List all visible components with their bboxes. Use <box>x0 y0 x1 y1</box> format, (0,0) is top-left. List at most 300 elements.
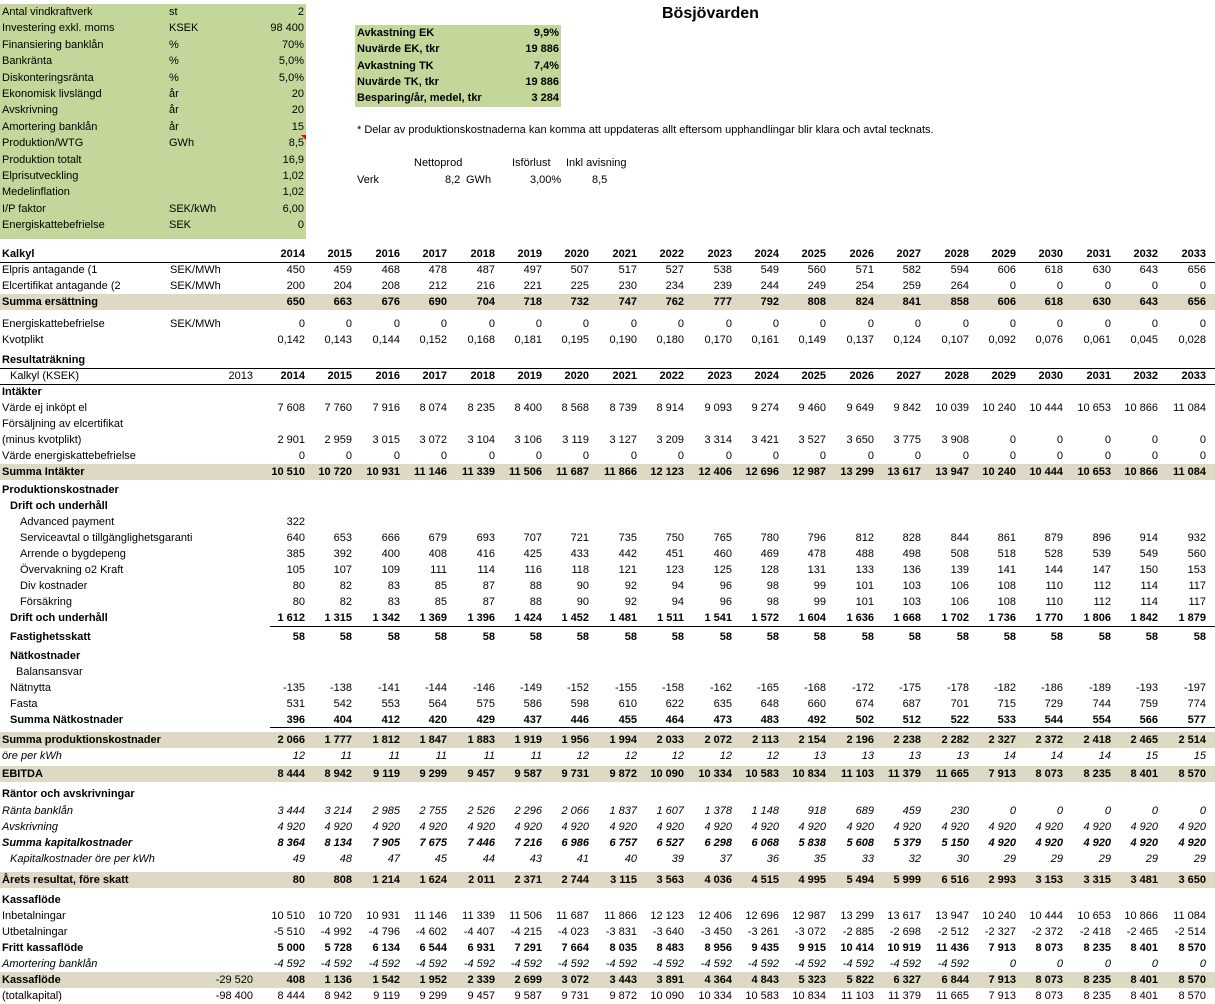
cell: 459 <box>902 805 921 817</box>
cell: 12 406 <box>698 910 732 922</box>
result-row <box>0 514 1215 530</box>
cell: 0 <box>1056 280 1063 292</box>
cell: -165 <box>756 682 779 694</box>
input-value: 20 <box>291 104 304 117</box>
cell: 98 <box>766 596 779 608</box>
cell: 2031 <box>1086 370 1111 382</box>
cell: 8 235 <box>1083 974 1111 986</box>
cell: 131 <box>807 564 826 576</box>
input-parameters <box>0 4 306 239</box>
cell: 4 920 <box>561 821 589 833</box>
cell: -4 592 <box>368 958 400 970</box>
cell: 4 920 <box>846 821 874 833</box>
row-label: Fasta <box>10 698 38 710</box>
cell: 932 <box>1187 532 1206 544</box>
cell: 0,076 <box>1035 334 1063 346</box>
cell: 8 570 <box>1178 990 1206 1002</box>
cell: 4 036 <box>704 874 732 886</box>
result-row <box>0 696 1215 712</box>
cell: 5 000 <box>277 942 305 954</box>
row-label: Serviceavtal o tillgänglighetsgaranti <box>20 532 193 544</box>
cell: 133 <box>855 564 874 576</box>
result-row <box>0 712 1215 728</box>
cell: 896 <box>1092 532 1111 544</box>
cell: 640 <box>286 532 305 544</box>
input-row <box>0 184 306 200</box>
cell: 9 435 <box>751 942 779 954</box>
cell: 1 148 <box>751 805 779 817</box>
cell: 11 339 <box>461 466 495 478</box>
result-row <box>0 924 1215 940</box>
cell: 2032 <box>1133 370 1158 382</box>
cell: 2024 <box>754 248 779 260</box>
cell: 8 942 <box>324 990 352 1002</box>
cell: 0 <box>1104 958 1111 970</box>
cell: 58 <box>624 631 637 643</box>
cell: -2 698 <box>889 926 921 938</box>
result-row <box>0 530 1215 546</box>
cell: 4 920 <box>609 821 637 833</box>
cell: 400 <box>381 548 400 560</box>
cell: 11 379 <box>887 768 921 780</box>
cell: -4 592 <box>557 958 589 970</box>
cell: 1 452 <box>561 612 589 624</box>
cell: 828 <box>902 532 921 544</box>
cell: 747 <box>618 296 637 308</box>
cell: 0,143 <box>324 334 352 346</box>
cell: 630 <box>1092 264 1111 276</box>
cell: 10 919 <box>887 942 921 954</box>
cell: 4 920 <box>419 821 447 833</box>
cell: 1 702 <box>941 612 969 624</box>
cell: -172 <box>851 682 874 694</box>
cell: 0 <box>1056 958 1063 970</box>
result-row <box>0 464 1215 480</box>
row-label: Avskrivning <box>2 821 59 833</box>
cell: 3 775 <box>893 434 921 446</box>
input-value: 70% <box>281 38 304 51</box>
cell: 2019 <box>517 370 542 382</box>
cell: 528 <box>1044 548 1063 560</box>
result-summary <box>355 25 561 107</box>
cell: 10 334 <box>698 768 732 780</box>
result-row <box>0 416 1215 432</box>
result-row <box>355 25 561 41</box>
cell: 796 <box>807 532 826 544</box>
cell: 0,152 <box>419 334 447 346</box>
cell: -4 592 <box>937 958 969 970</box>
cell: 8 444 <box>277 768 305 780</box>
cell: 10 510 <box>271 466 305 478</box>
row-label: Arrende o bygdepeng <box>20 548 126 560</box>
cell: 8 073 <box>1035 990 1063 1002</box>
input-label: Avskrivning <box>2 104 59 117</box>
cell: 94 <box>671 596 684 608</box>
cell: 861 <box>997 532 1016 544</box>
result-row <box>0 732 1215 748</box>
cell: -155 <box>614 682 637 694</box>
cell: 11 665 <box>935 768 969 780</box>
input-row <box>0 135 306 151</box>
cell: 80 <box>292 874 305 886</box>
cell: 575 <box>476 698 495 710</box>
cell: 11 506 <box>508 466 542 478</box>
cell: 5 608 <box>846 837 874 849</box>
cell: 13 947 <box>935 910 969 922</box>
cell: 118 <box>571 564 589 576</box>
result-row <box>0 594 1215 610</box>
cell: 208 <box>381 280 400 292</box>
cell: 103 <box>902 596 921 608</box>
cell: 3 127 <box>609 434 637 446</box>
input-row <box>0 70 306 86</box>
cell: 8 956 <box>704 942 732 954</box>
cell: 8 235 <box>1083 990 1111 1002</box>
cell: 606 <box>997 296 1016 308</box>
cell: 4 920 <box>467 821 495 833</box>
cell: 0 <box>1151 958 1158 970</box>
cell: 679 <box>428 532 447 544</box>
cell: 111 <box>430 564 447 576</box>
cell: 512 <box>902 714 921 726</box>
cell: 10 583 <box>745 990 779 1002</box>
cell: 92 <box>624 580 637 592</box>
cell: 13 <box>813 750 826 762</box>
cell: 2 011 <box>468 874 495 886</box>
cell: 7 446 <box>467 837 495 849</box>
result-row <box>0 972 1215 988</box>
cell: 1 956 <box>561 734 589 746</box>
cell: 10 583 <box>745 768 779 780</box>
row-label: Intäkter <box>2 386 42 398</box>
cell: 0 <box>630 450 637 462</box>
cell: 533 <box>997 714 1016 726</box>
cell: 735 <box>618 532 637 544</box>
cell: 1 636 <box>846 612 874 624</box>
cell: -2 514 <box>1174 926 1206 938</box>
cell: 11 <box>435 750 447 762</box>
cell: 13 <box>861 750 874 762</box>
cell: 522 <box>950 714 969 726</box>
cell: -2 372 <box>1031 926 1063 938</box>
cell: -2 465 <box>1126 926 1158 938</box>
row-label: Försäljning av elcertifikat <box>2 418 124 430</box>
cell: 2014 <box>280 370 305 382</box>
cell: 2016 <box>375 248 400 260</box>
cell: 0 <box>488 318 495 330</box>
cell: 0 <box>1151 450 1158 462</box>
cell: 11 103 <box>841 990 874 1002</box>
cell: 715 <box>997 698 1016 710</box>
cell: 234 <box>665 280 684 292</box>
cell: 553 <box>381 698 400 710</box>
cell: 9 872 <box>609 990 637 1002</box>
cell: 2031 <box>1086 248 1111 260</box>
cell: 2021 <box>612 248 637 260</box>
cell: 618 <box>1044 296 1063 308</box>
cell: 3 119 <box>562 434 589 446</box>
cell: 4 920 <box>941 821 969 833</box>
cell: 128 <box>760 564 779 576</box>
result-row <box>0 803 1215 819</box>
row-label: Fastighetsskatt <box>10 631 91 643</box>
cell: 139 <box>950 564 969 576</box>
cell: 2017 <box>422 370 447 382</box>
cell: -4 992 <box>320 926 352 938</box>
result-row <box>0 448 1215 464</box>
cell: 83 <box>387 580 400 592</box>
row-unit: SEK/MWh <box>170 280 221 292</box>
cell: -152 <box>566 682 589 694</box>
cell: 0 <box>535 450 542 462</box>
result-row <box>0 892 1215 908</box>
cell: 5 494 <box>846 874 874 886</box>
cell: 117 <box>1188 596 1206 608</box>
result-row <box>0 384 1215 400</box>
result-row <box>0 766 1215 782</box>
cell: 58 <box>387 631 400 643</box>
result-subtitle: Kalkyl (KSEK) <box>10 370 80 382</box>
cell: 4 920 <box>893 821 921 833</box>
result-row <box>0 956 1215 972</box>
cell: 150 <box>1139 564 1158 576</box>
cell: 41 <box>576 853 589 865</box>
cell: 844 <box>950 532 969 544</box>
cell: 32 <box>908 853 921 865</box>
cell: 759 <box>1139 698 1158 710</box>
cell: 7 675 <box>419 837 447 849</box>
cell: 153 <box>1187 564 1206 576</box>
cell: 0,170 <box>704 334 732 346</box>
cell: 1 842 <box>1130 612 1158 624</box>
row-label: Advanced payment <box>20 516 115 528</box>
cell: 4 920 <box>372 821 400 833</box>
cell: -4 592 <box>794 958 826 970</box>
row-label: Värde ej inköpt el <box>2 402 87 414</box>
cell: 3 153 <box>1035 874 1063 886</box>
cell: 216 <box>476 280 495 292</box>
cell: 8 134 <box>324 837 352 849</box>
cell: 4 920 <box>1130 821 1158 833</box>
cell: 0 <box>772 450 779 462</box>
cell: 8 570 <box>1178 974 1206 986</box>
year-2013: 2013 <box>228 370 253 382</box>
cell: 13 <box>908 750 921 762</box>
cell: 718 <box>523 296 542 308</box>
cell: -158 <box>661 682 684 694</box>
cell: 2 113 <box>752 734 779 746</box>
cell: 3 650 <box>1178 874 1206 886</box>
cell: 433 <box>570 548 589 560</box>
cell: 0 <box>393 450 400 462</box>
underline <box>270 626 1215 627</box>
cell: 0 <box>1151 280 1158 292</box>
cell: -3 261 <box>747 926 779 938</box>
cell: 687 <box>902 698 921 710</box>
cell: 437 <box>523 714 542 726</box>
input-unit: år <box>169 104 179 117</box>
cell: 6 986 <box>561 837 589 849</box>
cell: 11 866 <box>603 466 637 478</box>
cell: 9 842 <box>893 402 921 414</box>
cell: 3 444 <box>277 805 305 817</box>
cell: 1 511 <box>657 612 684 624</box>
cell: 12 <box>719 750 732 762</box>
cell: -4 592 <box>415 958 447 970</box>
cell: 11 506 <box>509 910 542 922</box>
row-label: Nätnytta <box>10 682 51 694</box>
cell: 656 <box>1187 296 1206 308</box>
cell: -4 592 <box>652 958 684 970</box>
input-unit: SEK <box>169 219 192 232</box>
cell: 10 653 <box>1077 402 1111 414</box>
cell: 750 <box>665 532 684 544</box>
cell: 1 214 <box>372 874 400 886</box>
cell: 464 <box>665 714 684 726</box>
cell: 666 <box>381 532 400 544</box>
cell: 0 <box>1104 280 1111 292</box>
cell: 841 <box>902 296 921 308</box>
row-label: Ränta banklån <box>2 805 73 817</box>
cell: 2032 <box>1133 248 1158 260</box>
cell: 0,124 <box>893 334 921 346</box>
cell: 586 <box>523 698 542 710</box>
cell: 3 209 <box>656 434 684 446</box>
result-title: Resultaträkning <box>2 354 86 366</box>
cell: 2023 <box>707 248 732 260</box>
cell: 39 <box>671 853 684 865</box>
cell: -4 215 <box>510 926 542 938</box>
result-title-row <box>0 352 1215 368</box>
cell: 29 <box>1003 853 1016 865</box>
cell: -193 <box>1135 682 1158 694</box>
cell: -3 640 <box>652 926 684 938</box>
cell: 416 <box>476 548 495 560</box>
cell: 560 <box>807 264 826 276</box>
cell: 10 931 <box>366 466 400 478</box>
cell: 204 <box>333 280 352 292</box>
cell: 564 <box>428 698 447 710</box>
cell: 0 <box>440 318 447 330</box>
cell: 11 084 <box>1172 466 1206 478</box>
result-row <box>0 482 1215 498</box>
cell: 508 <box>950 548 969 560</box>
cell: 2 033 <box>656 734 684 746</box>
input-row <box>0 201 306 217</box>
cell: 858 <box>950 296 969 308</box>
comment-marker <box>301 135 306 140</box>
row-label: EBITDA <box>2 768 43 780</box>
result-row <box>0 498 1215 514</box>
cell: 0 <box>345 450 352 462</box>
cell: 0 <box>1009 280 1016 292</box>
cell: 473 <box>713 714 732 726</box>
cell: 2 699 <box>514 974 542 986</box>
cell: 690 <box>428 296 447 308</box>
cell: 8 401 <box>1130 974 1158 986</box>
cell: 10 240 <box>982 910 1016 922</box>
cell: 2026 <box>849 248 874 260</box>
row-label: Summa produktionskostnader <box>2 734 161 746</box>
cell: 2014 <box>280 248 305 260</box>
cell: 12 696 <box>745 910 779 922</box>
cell: 8 073 <box>1035 768 1063 780</box>
cell: 7 913 <box>988 990 1016 1002</box>
cell: 1 624 <box>419 874 447 886</box>
cell: 8 444 <box>277 990 305 1002</box>
cell: 58 <box>861 631 874 643</box>
cell: 0 <box>1056 318 1063 330</box>
cell: 674 <box>855 698 874 710</box>
cell: 106 <box>950 596 969 608</box>
cell: 87 <box>482 580 495 592</box>
cell: 2 238 <box>893 734 921 746</box>
cell: 101 <box>855 580 874 592</box>
cell: 0 <box>1056 805 1063 817</box>
cell: 1 847 <box>419 734 447 746</box>
row-label: Drift och underhåll <box>10 500 108 512</box>
cell: 914 <box>1139 532 1158 544</box>
cell: 8 235 <box>467 402 495 414</box>
cell: 8 914 <box>656 402 684 414</box>
cell: 729 <box>1044 698 1063 710</box>
cell: 0 <box>1199 280 1206 292</box>
cell: 643 <box>1139 296 1158 308</box>
cell: 264 <box>950 280 969 292</box>
cell: 5 323 <box>798 974 826 986</box>
cell: 635 <box>713 698 732 710</box>
cell: 1 396 <box>467 612 495 624</box>
input-value: 98 400 <box>270 22 304 35</box>
cell: -4 592 <box>842 958 874 970</box>
cell: 610 <box>618 698 637 710</box>
cell-2013: -29 520 <box>215 974 253 986</box>
cell: 1 541 <box>704 612 732 624</box>
row-label: Summa Nätkostnader <box>10 714 124 726</box>
cell: 606 <box>997 264 1016 276</box>
cell: 2 418 <box>1083 734 1111 746</box>
cell: 11 436 <box>935 942 969 954</box>
cell: 3 115 <box>610 874 637 886</box>
cell: 396 <box>286 714 305 726</box>
cell: 10 334 <box>698 990 732 1002</box>
cell: 2021 <box>612 370 637 382</box>
cell: 8 035 <box>609 942 637 954</box>
cell: 0 <box>535 318 542 330</box>
cell: -2 418 <box>1079 926 1111 938</box>
cell: 10 240 <box>982 402 1016 414</box>
cell: -146 <box>472 682 495 694</box>
cell: 58 <box>908 631 921 643</box>
result-row <box>355 90 561 106</box>
cell: 212 <box>428 280 447 292</box>
cell: 8 568 <box>561 402 589 414</box>
cell: 0,092 <box>988 334 1016 346</box>
cell: 3 421 <box>751 434 779 446</box>
cell: 1 607 <box>656 805 684 817</box>
cell: 4 920 <box>1083 837 1111 849</box>
cell: 8 401 <box>1130 942 1158 954</box>
row-label: Balansansvar <box>16 666 83 678</box>
cell: 9 587 <box>514 990 542 1002</box>
cell: 2 514 <box>1178 734 1206 746</box>
cell: 12 <box>766 750 779 762</box>
result-value: 3 284 <box>531 92 559 105</box>
row-label: Kassaflöde <box>2 894 61 906</box>
cell: 518 <box>997 548 1016 560</box>
cell: 1 837 <box>609 805 637 817</box>
cell: 3 563 <box>656 874 684 886</box>
